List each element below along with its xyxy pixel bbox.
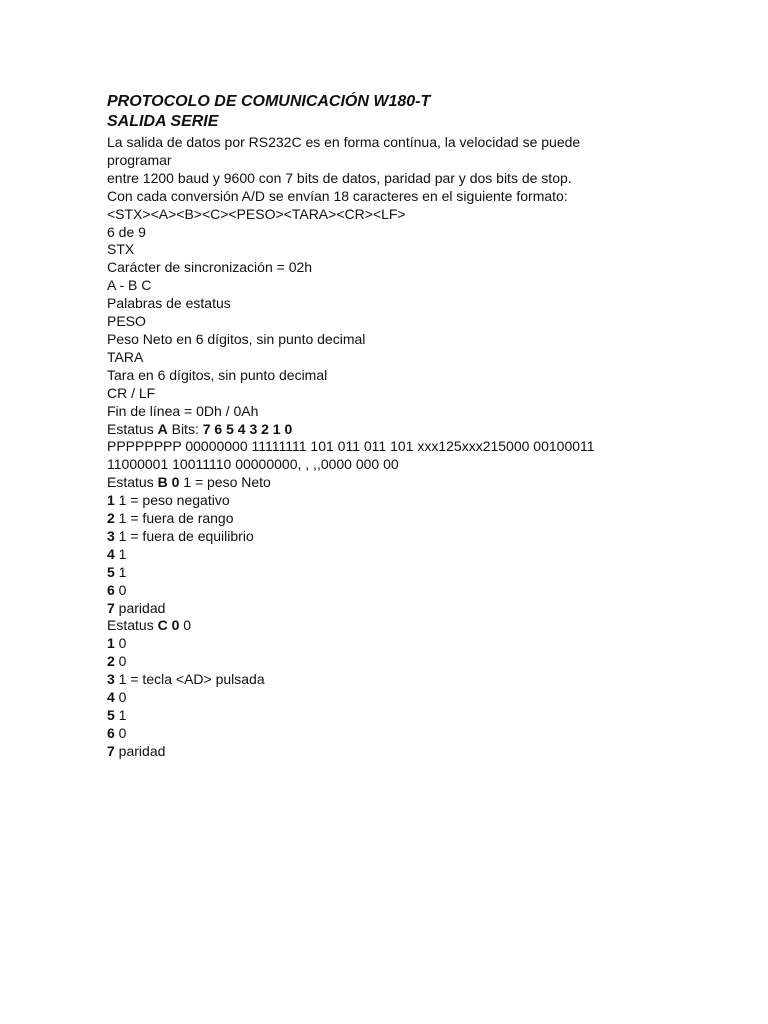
text-segment: STX [107,241,135,258]
text-segment: 0 [114,724,127,741]
document-line [107,671,727,689]
text-segment: Con cada conversión A/D se envían 18 caracteres en el siguiente formato: [107,187,568,204]
bold-text: 1 [107,492,115,509]
text-segment: 0 [114,581,127,598]
text-segment: 0 [114,689,127,706]
document-line [107,546,727,564]
text-segment: La salida de datos por RS232C es en forma contínua, la velocidad se puede [107,134,581,150]
document-line [107,188,727,206]
document-line [107,600,727,618]
text-segment: paridad [114,742,166,759]
bold-text: C 0 [157,617,180,634]
text-segment: 1 [114,545,127,562]
text-segment: Carácter de sincronización = 02h [107,259,313,276]
bold-text: 6 [107,581,115,598]
bold-text: 3 [107,671,115,688]
document-title: PROTOCOLO DE COMUNICACIÓN W180-T [107,93,431,110]
text-segment: 1 = fuera de equilibrio [114,527,254,544]
bold-text: 7 [107,742,115,759]
text-segment: 0 [179,617,192,634]
text-segment: Tara en 6 dígitos, sin punto decimal [107,366,328,383]
document-page [107,92,727,761]
document-line [107,653,727,671]
document-line [107,367,727,385]
bold-text: 4 [107,689,115,706]
document-line [107,313,727,331]
document-line [107,564,727,582]
text-segment: CR / LF [107,384,156,401]
bold-text: B 0 [157,474,180,491]
text-segment: PESO [107,313,146,330]
document-line [107,349,727,367]
document-line [107,725,727,743]
bold-text: 2 [107,653,115,670]
bold-text: 5 [107,707,115,723]
document-line [107,385,727,403]
text-segment: 6 de 9 [107,223,146,240]
text-segment: 1 [114,707,127,723]
document-line [107,259,727,277]
text-segment: 1 [114,563,127,580]
text-segment: <STX><A><B><C><PESO><TARA><CR><LF> [107,205,406,222]
text-segment: 1 = fuera de rango [114,510,234,527]
document-line [107,707,727,725]
text-segment: Palabras de estatus [107,295,231,312]
document-line [107,277,727,295]
text-segment: PPPPPPPP 00000000 11111111 101 011 011 101 xxx125xxx215000 00100011 [107,438,595,455]
document-line [107,456,727,474]
text-segment: entre 1200 baud y 9600 con 7 bits de datos, paridad par y dos bits de stop. [107,169,572,186]
text-segment: Bits: [167,420,203,437]
document-line [107,421,727,439]
bold-text: 4 [107,545,115,562]
document-body [107,134,727,761]
bold-text: A [157,420,168,437]
text-segment: 1 = tecla <AD> pulsada [114,671,265,688]
document-line [107,170,727,188]
document-line [107,582,727,600]
text-segment: 0 [114,653,127,670]
text-segment: Estatus [107,420,158,437]
text-segment: Estatus [107,474,158,491]
bold-text: 7 6 5 4 3 2 1 0 [202,420,293,437]
document-line [107,528,727,546]
document-subtitle: SALIDA SERIE [107,113,219,130]
document-line [107,743,727,761]
text-segment: Fin de línea = 0Dh / 0Ah [107,402,259,419]
document-line [107,331,727,349]
document-line [107,474,727,492]
bold-text: 3 [107,527,115,544]
bold-text: 1 [107,635,115,652]
text-segment: paridad [114,599,166,616]
text-segment: Peso Neto en 6 dígitos, sin punto decimal [107,330,366,347]
document-line [107,492,727,510]
document-line [107,617,727,635]
document-line [107,689,727,707]
document-line [107,510,727,528]
document-line [107,241,727,259]
text-segment: Estatus [107,617,158,634]
document-line [107,438,727,456]
text-segment: A - B C [107,277,152,294]
text-segment: 1 = peso Neto [179,474,271,491]
document-line [107,295,727,313]
bold-text: 5 [107,563,115,580]
text-segment: programar [107,151,172,168]
document-line [107,224,727,242]
text-segment: 1 = peso negativo [114,492,230,509]
document-line [107,635,727,653]
text-segment: 11000001 10011110 00000000, , ,,0000 000 00 [107,456,399,473]
bold-text: 6 [107,724,115,741]
bold-text: 7 [107,599,115,616]
document-line [107,134,727,152]
document-line [107,206,727,224]
text-segment: 0 [114,635,127,652]
document-line [107,152,727,170]
text-segment: TARA [107,348,144,365]
document-line [107,403,727,421]
bold-text: 2 [107,510,115,527]
